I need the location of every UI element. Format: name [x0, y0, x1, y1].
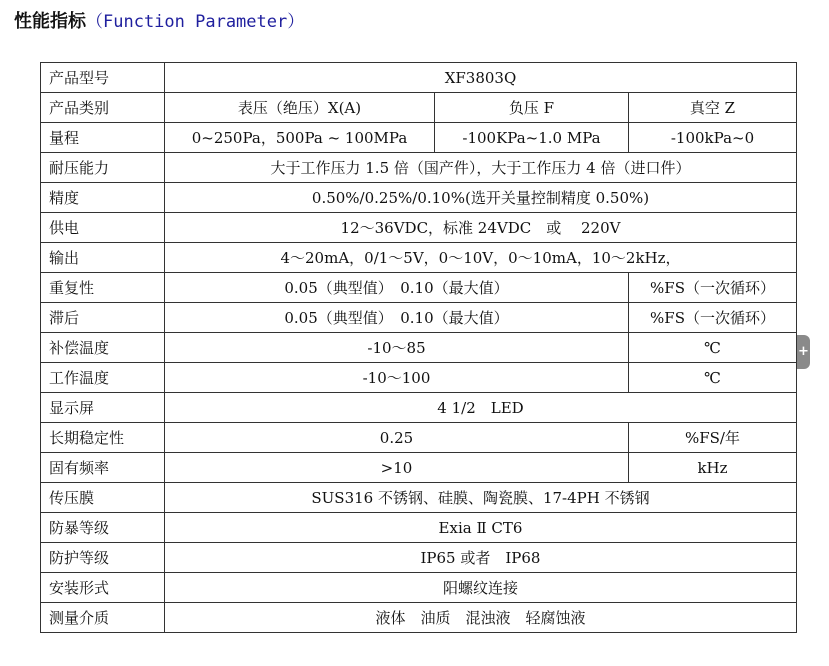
heading-chinese: 性能指标	[14, 11, 86, 32]
row-unit: %FS/年	[629, 423, 797, 453]
range-vacuum: -100kPa~0	[629, 123, 797, 153]
row-value: -10～100	[165, 363, 629, 393]
table-row	[41, 93, 797, 123]
row-label: 补偿温度	[41, 333, 165, 363]
row-value: 液体 油质 混浊液 轻腐蚀液	[165, 603, 797, 633]
row-unit: ℃	[629, 333, 797, 363]
row-label: 重复性	[41, 273, 165, 303]
row-label: 精度	[41, 183, 165, 213]
row-label: 供电	[41, 213, 165, 243]
table-row	[41, 393, 797, 423]
table-row	[41, 183, 797, 213]
row-label: 长期稳定性	[41, 423, 165, 453]
row-value: Exia Ⅱ CT6	[165, 513, 797, 543]
heading-english: （Function Parameter）	[86, 12, 305, 32]
plus-icon: +	[798, 344, 809, 359]
category-vacuum: 真空 Z	[629, 93, 797, 123]
row-value: 阳螺纹连接	[165, 573, 797, 603]
row-label: 产品类别	[41, 93, 165, 123]
table-row	[41, 483, 797, 513]
expand-side-tab[interactable]	[797, 335, 810, 369]
table-row	[41, 123, 797, 153]
row-label: 耐压能力	[41, 153, 165, 183]
row-value: XF3803Q	[165, 63, 797, 93]
row-label: 固有频率	[41, 453, 165, 483]
table-row	[41, 603, 797, 633]
row-value: 大于工作压力 1.5 倍（国产件），大于工作压力 4 倍（进口件）	[165, 153, 797, 183]
row-label: 产品型号	[41, 63, 165, 93]
table-row	[41, 453, 797, 483]
row-unit: kHz	[629, 453, 797, 483]
spec-table	[40, 62, 797, 633]
row-value: 0.25	[165, 423, 629, 453]
table-row	[41, 573, 797, 603]
row-label: 安装形式	[41, 573, 165, 603]
category-gauge: 表压（绝压）X(A)	[165, 93, 435, 123]
row-label: 量程	[41, 123, 165, 153]
row-label: 防护等级	[41, 543, 165, 573]
row-label: 输出	[41, 243, 165, 273]
row-value: -10～85	[165, 333, 629, 363]
row-unit: %FS（一次循环）	[629, 273, 797, 303]
row-value: >10	[165, 453, 629, 483]
table-row	[41, 303, 797, 333]
row-label: 显示屏	[41, 393, 165, 423]
range-negative: -100KPa~1.0 MPa	[435, 123, 629, 153]
row-value: IP65 或者 IP68	[165, 543, 797, 573]
row-value: 12～36VDC，标准 24VDC 或 220V	[165, 213, 797, 243]
category-negative: 负压 F	[435, 93, 629, 123]
page-heading	[14, 10, 304, 34]
table-row	[41, 63, 797, 93]
row-value: 4～20mA，0/1～5V，0～10V，0～10mA，10～2kHz，	[165, 243, 797, 273]
row-unit: %FS（一次循环）	[629, 303, 797, 333]
table-row	[41, 423, 797, 453]
table-row	[41, 543, 797, 573]
table-row	[41, 333, 797, 363]
row-label: 工作温度	[41, 363, 165, 393]
table-row	[41, 153, 797, 183]
table-row	[41, 363, 797, 393]
row-label: 防暴等级	[41, 513, 165, 543]
row-label: 传压膜	[41, 483, 165, 513]
row-label: 测量介质	[41, 603, 165, 633]
row-value: 0.50%/0.25%/0.10%(选开关量控制精度 0.50%)	[165, 183, 797, 213]
row-value: SUS316 不锈钢、硅膜、陶瓷膜、17-4PH 不锈钢	[165, 483, 797, 513]
row-value: 0.05（典型值） 0.10（最大值）	[165, 273, 629, 303]
table-row	[41, 273, 797, 303]
row-unit: ℃	[629, 363, 797, 393]
row-value: 4 1/2 LED	[165, 393, 797, 423]
row-label: 滞后	[41, 303, 165, 333]
table-row	[41, 213, 797, 243]
table-row	[41, 243, 797, 273]
row-value: 0.05（典型值） 0.10（最大值）	[165, 303, 629, 333]
range-gauge: 0~250Pa，500Pa ~ 100MPa	[165, 123, 435, 153]
table-row	[41, 513, 797, 543]
